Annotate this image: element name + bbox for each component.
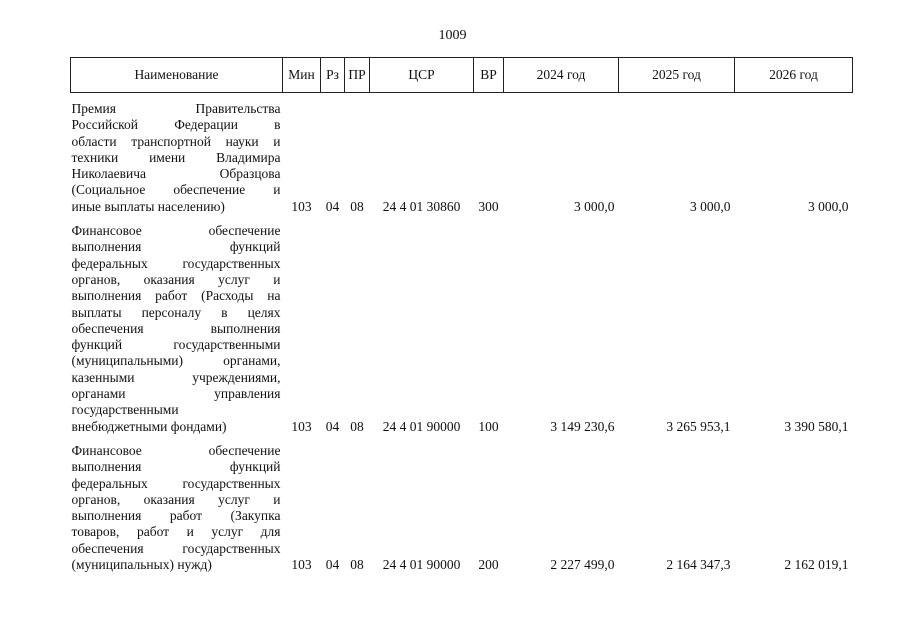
header-csr: ЦСР: [370, 58, 474, 93]
header-min: Мин: [283, 58, 321, 93]
item-name-line: федеральных государственных: [71, 475, 281, 491]
item-name-line: внебюджетными фондами): [71, 418, 227, 434]
item-name-line: обеспечения выполнения: [71, 320, 281, 336]
csr-cell: 24 4 01 30860: [382, 198, 461, 214]
item-name-line: органов, оказания услуг и: [71, 491, 281, 507]
rz-cell: 04: [325, 418, 340, 434]
header-2026: 2026 год: [735, 58, 853, 93]
amount-2026-cell: 2 162 019,1: [784, 557, 849, 573]
rz-cell: 04: [325, 198, 340, 214]
item-name-line: товаров, работ и услуг для: [71, 524, 281, 540]
item-name-line: обеспечения государственных: [71, 540, 281, 556]
item-name-cell: [71, 435, 283, 573]
item-name-line: выплаты персоналу в целях: [71, 304, 281, 320]
vr-cell: 200: [478, 557, 499, 573]
vr-cell: 100: [478, 418, 499, 434]
item-name-line: Премия Правительства: [71, 101, 281, 116]
item-name-line: органами управления: [71, 386, 281, 402]
min-cell: 103: [291, 557, 312, 573]
pr-cell: 08: [350, 418, 364, 434]
csr-cell: 24 4 01 90000: [382, 557, 461, 573]
amount-2024-cell: 3 149 230,6: [550, 418, 615, 434]
amount-2024-cell: 3 000,0: [574, 198, 615, 214]
table-row: [71, 435, 853, 573]
header-rz: Рз: [321, 58, 345, 93]
item-name-line: Финансовое обеспечение: [71, 442, 281, 458]
item-name-line: области транспортной науки и: [71, 133, 281, 149]
page-number: 1009: [438, 28, 467, 43]
item-name-line: техники имени Владимира: [71, 149, 281, 165]
item-name-line: федеральных государственных: [71, 255, 281, 271]
item-name-line: выполнения функций: [71, 459, 281, 475]
item-name-line: иные выплаты населению): [71, 198, 225, 214]
header-pr: ПР: [345, 58, 370, 93]
rz-cell: 04: [325, 557, 340, 573]
amount-2025-cell: 2 164 347,3: [666, 557, 731, 573]
header-2025: 2025 год: [619, 58, 735, 93]
table-row: [71, 215, 853, 435]
item-name-line: (Социальное обеспечение и: [71, 182, 281, 198]
csr-cell: 24 4 01 90000: [382, 418, 461, 434]
vr-cell: 300: [478, 198, 499, 214]
item-name-line: органов, оказания услуг и: [71, 271, 281, 287]
item-name-cell: [71, 215, 283, 435]
amount-2024-cell: 2 227 499,0: [550, 557, 615, 573]
item-name-line: государственными: [71, 402, 179, 418]
amount-2025-cell: 3 265 953,1: [666, 418, 731, 434]
header-2024: 2024 год: [504, 58, 619, 93]
item-name-line: Российской Федерации в: [71, 117, 281, 133]
min-cell: 103: [291, 418, 312, 434]
amount-2026-cell: 3 390 580,1: [784, 418, 849, 434]
item-name-line: Финансовое обеспечение: [71, 223, 281, 239]
table-header-row: [71, 58, 853, 93]
item-name-line: функций государственными: [71, 337, 281, 353]
budget-table: [70, 57, 853, 573]
amount-2025-cell: 3 000,0: [690, 198, 731, 214]
min-cell: 103: [291, 198, 312, 214]
amount-2026-cell: 3 000,0: [808, 198, 849, 214]
item-name-line: выполнения работ (Закупка: [71, 508, 281, 524]
item-name-cell: [71, 93, 283, 216]
table-row: [71, 93, 853, 216]
item-name-line: (муниципальных) нужд): [71, 557, 212, 573]
header-name: Наименование: [71, 58, 283, 93]
pr-cell: 08: [350, 198, 364, 214]
item-name-line: Николаевича Образцова: [71, 166, 281, 182]
item-name-line: выполнения функций: [71, 239, 281, 255]
item-name-line: (муниципальными) органами,: [71, 353, 281, 369]
header-vr: ВР: [474, 58, 504, 93]
pr-cell: 08: [350, 557, 364, 573]
item-name-line: выполнения работ (Расходы на: [71, 288, 281, 304]
item-name-line: казенными учреждениями,: [71, 369, 281, 385]
